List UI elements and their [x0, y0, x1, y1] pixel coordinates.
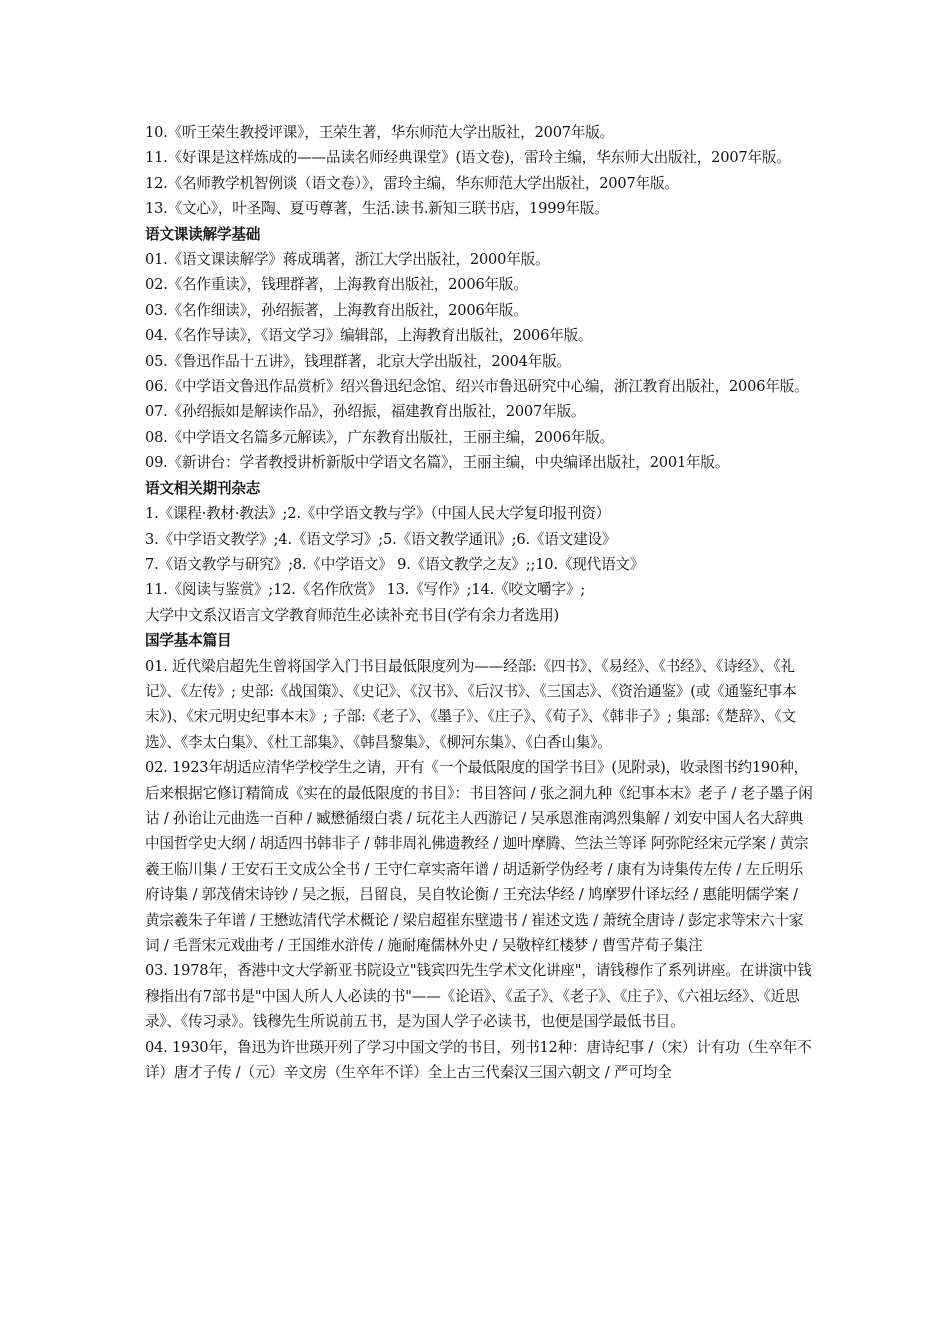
paragraph: 01. 近代梁启超先生曾将国学入门书目最低限度列为——经部:《四书》、《易经》、《书经》、《诗经》、《礼记》、《左传》; 史部:《战国策》、《史记》、《汉书》、《后汉书》、《三国志》、《资治通鉴》(或《通鉴纪事本末》)、《宋元明史纪事本末》; 子部:《老子》、《墨子》、《庄子》、《荀子》、《韩非子》; 集部:《楚辞》、《文选》、《李太白集》、《杜工部集》、《韩昌黎集》、《柳河东集》、《白香山集》。	[145, 657, 797, 751]
paragraph: 3.《中学语文教学》;4.《语文学习》;5.《语文教学通讯》;6.《语文建设》	[145, 530, 617, 548]
paragraph: 06.《中学语文鲁迅作品赏析》绍兴鲁迅纪念馆、绍兴市鲁迅研究中心编，浙江教育出版社，2006年版。	[145, 378, 809, 396]
paragraph: 7.《语文教学与研究》;8.《中学语文》 9.《语文教学之友》;;10.《现代语文》	[145, 555, 645, 573]
section-heading: 语文相关期刊杂志	[145, 479, 261, 497]
paragraph: 03.《名作细读》，孙绍振著，上海教育出版社，2006年版。	[145, 301, 528, 319]
section-heading: 国学基本篇目	[145, 632, 232, 650]
paragraph: 02.《名作重读》，钱理群著，上海教育出版社，2006年版。	[145, 276, 528, 294]
paragraph: 10.《听王荣生教授评课》，王荣生著，华东师范大学出版社，2007年版。	[145, 124, 615, 141]
paragraph: 1.《课程·教材·教法》;2.《中学语文教与学》（中国人民大学复印报刊资）	[145, 505, 611, 523]
paragraph: 01.《语文课读解学》蒋成瑀著，浙江大学出版社，2000年版。	[145, 251, 550, 269]
paragraph: 04.《名作导读》，《语文学习》编辑部，上海教育出版社，2006年版。	[145, 327, 593, 345]
paragraph: 02. 1923年胡适应清华学校学生之请，开有《一个最低限度的国学书目》(见附录)，收录图书约190种，后来根据它修订精简成《实在的最低限度的书目》：书目答问 / 张之洞九种《纪事本末》老子 / 老子墨子闲诂 / 孙诒让元曲选一百种 / 臧懋循缀白裘 / 玩花主人西游记 / 吴承恩淮南鸿烈集解 / 刘安中国人名大辞典中国哲学史大纲 / 胡适四书韩非子 / 韩非周礼佛遗教经 / 迦叶摩腾、竺法兰等译 阿弥陀经宋元学案 / 黄宗羲王临川集 / 王安石王文成公全书 / 王守仁章实斋年谱 / 胡适新学伪经考 / 康有为诗集传左传 / 左丘明乐府诗集 / 郭茂倩宋诗钞 / 吴之振，吕留良，吴自牧论衡 / 王充法华经 / 鸠摩罗什译坛经 / 惠能明儒学案 / 黄宗羲朱子年谱 / 王懋竑清代学术概论 / 梁启超崔东壁遗书 / 崔述文选 / 萧统全唐诗 / 彭定求等宋六十家词 / 毛晋宋元戏曲考 / 王国维水浒传 / 施耐庵儒林外史 / 吴敬梓红楼梦 / 曹雪芹荀子集注	[145, 759, 813, 954]
paragraph: 12.《名师教学机智例谈（语文卷）》，雷玲主编，华东师范大学出版社，2007年版。	[145, 174, 679, 192]
paragraph: 09.《新讲台：学者教授讲析新版中学语文名篇》，王丽主编，中央编译出版社，2001年版。	[145, 454, 730, 472]
paragraph: 07.《孙绍振如是解读作品》，孙绍振，福建教育出版社，2007年版。	[145, 403, 586, 421]
paragraph: 11.《阅读与鉴赏》;12.《名作欣赏》 13.《写作》;14.《咬文嚼字》;	[145, 581, 586, 599]
paragraph: 08.《中学语文名篇多元解读》，广东教育出版社，王丽主编，2006年版。	[145, 428, 615, 446]
paragraph: 11.《好课是这样炼成的——品读名师经典课堂》(语文卷)，雷玲主编，华东师大出版社，2007年版。	[145, 149, 791, 167]
paragraph: 大学中文系汉语言文学教育师范生必读补充书目(学有余力者选用)	[145, 606, 560, 624]
document-page	[145, 120, 815, 1085]
paragraph: 03. 1978年，香港中文大学新亚书院设立"钱宾四先生学术文化讲座"，请钱穆作了系列讲座。在讲演中钱穆指出有7部书是"中国人所人人必读的书"——《论语》、《孟子》、《老子》、《庄子》、《六祖坛经》、《近思录》、《传习录》。钱穆先生所说前五书，是为国人学子必读书，也便是国学最低书目。	[145, 962, 812, 1031]
section-heading: 语文课读解学基础	[145, 225, 261, 243]
paragraph: 05.《鲁迅作品十五讲》，钱理群著，北京大学出版社，2004年版。	[145, 352, 571, 370]
paragraph: 04. 1930年，鲁迅为许世瑛开列了学习中国文学的书目，列书12种：唐诗纪事 /（宋）计有功（生卒年不详）唐才子传 /（元）辛文房（生卒年不详）全上古三代秦汉三国六朝文 / 严可均全	[145, 1038, 812, 1082]
paragraph: 13.《文心》，叶圣陶、夏丏尊著，生活.读书.新知三联书店，1999年版。	[145, 200, 609, 218]
